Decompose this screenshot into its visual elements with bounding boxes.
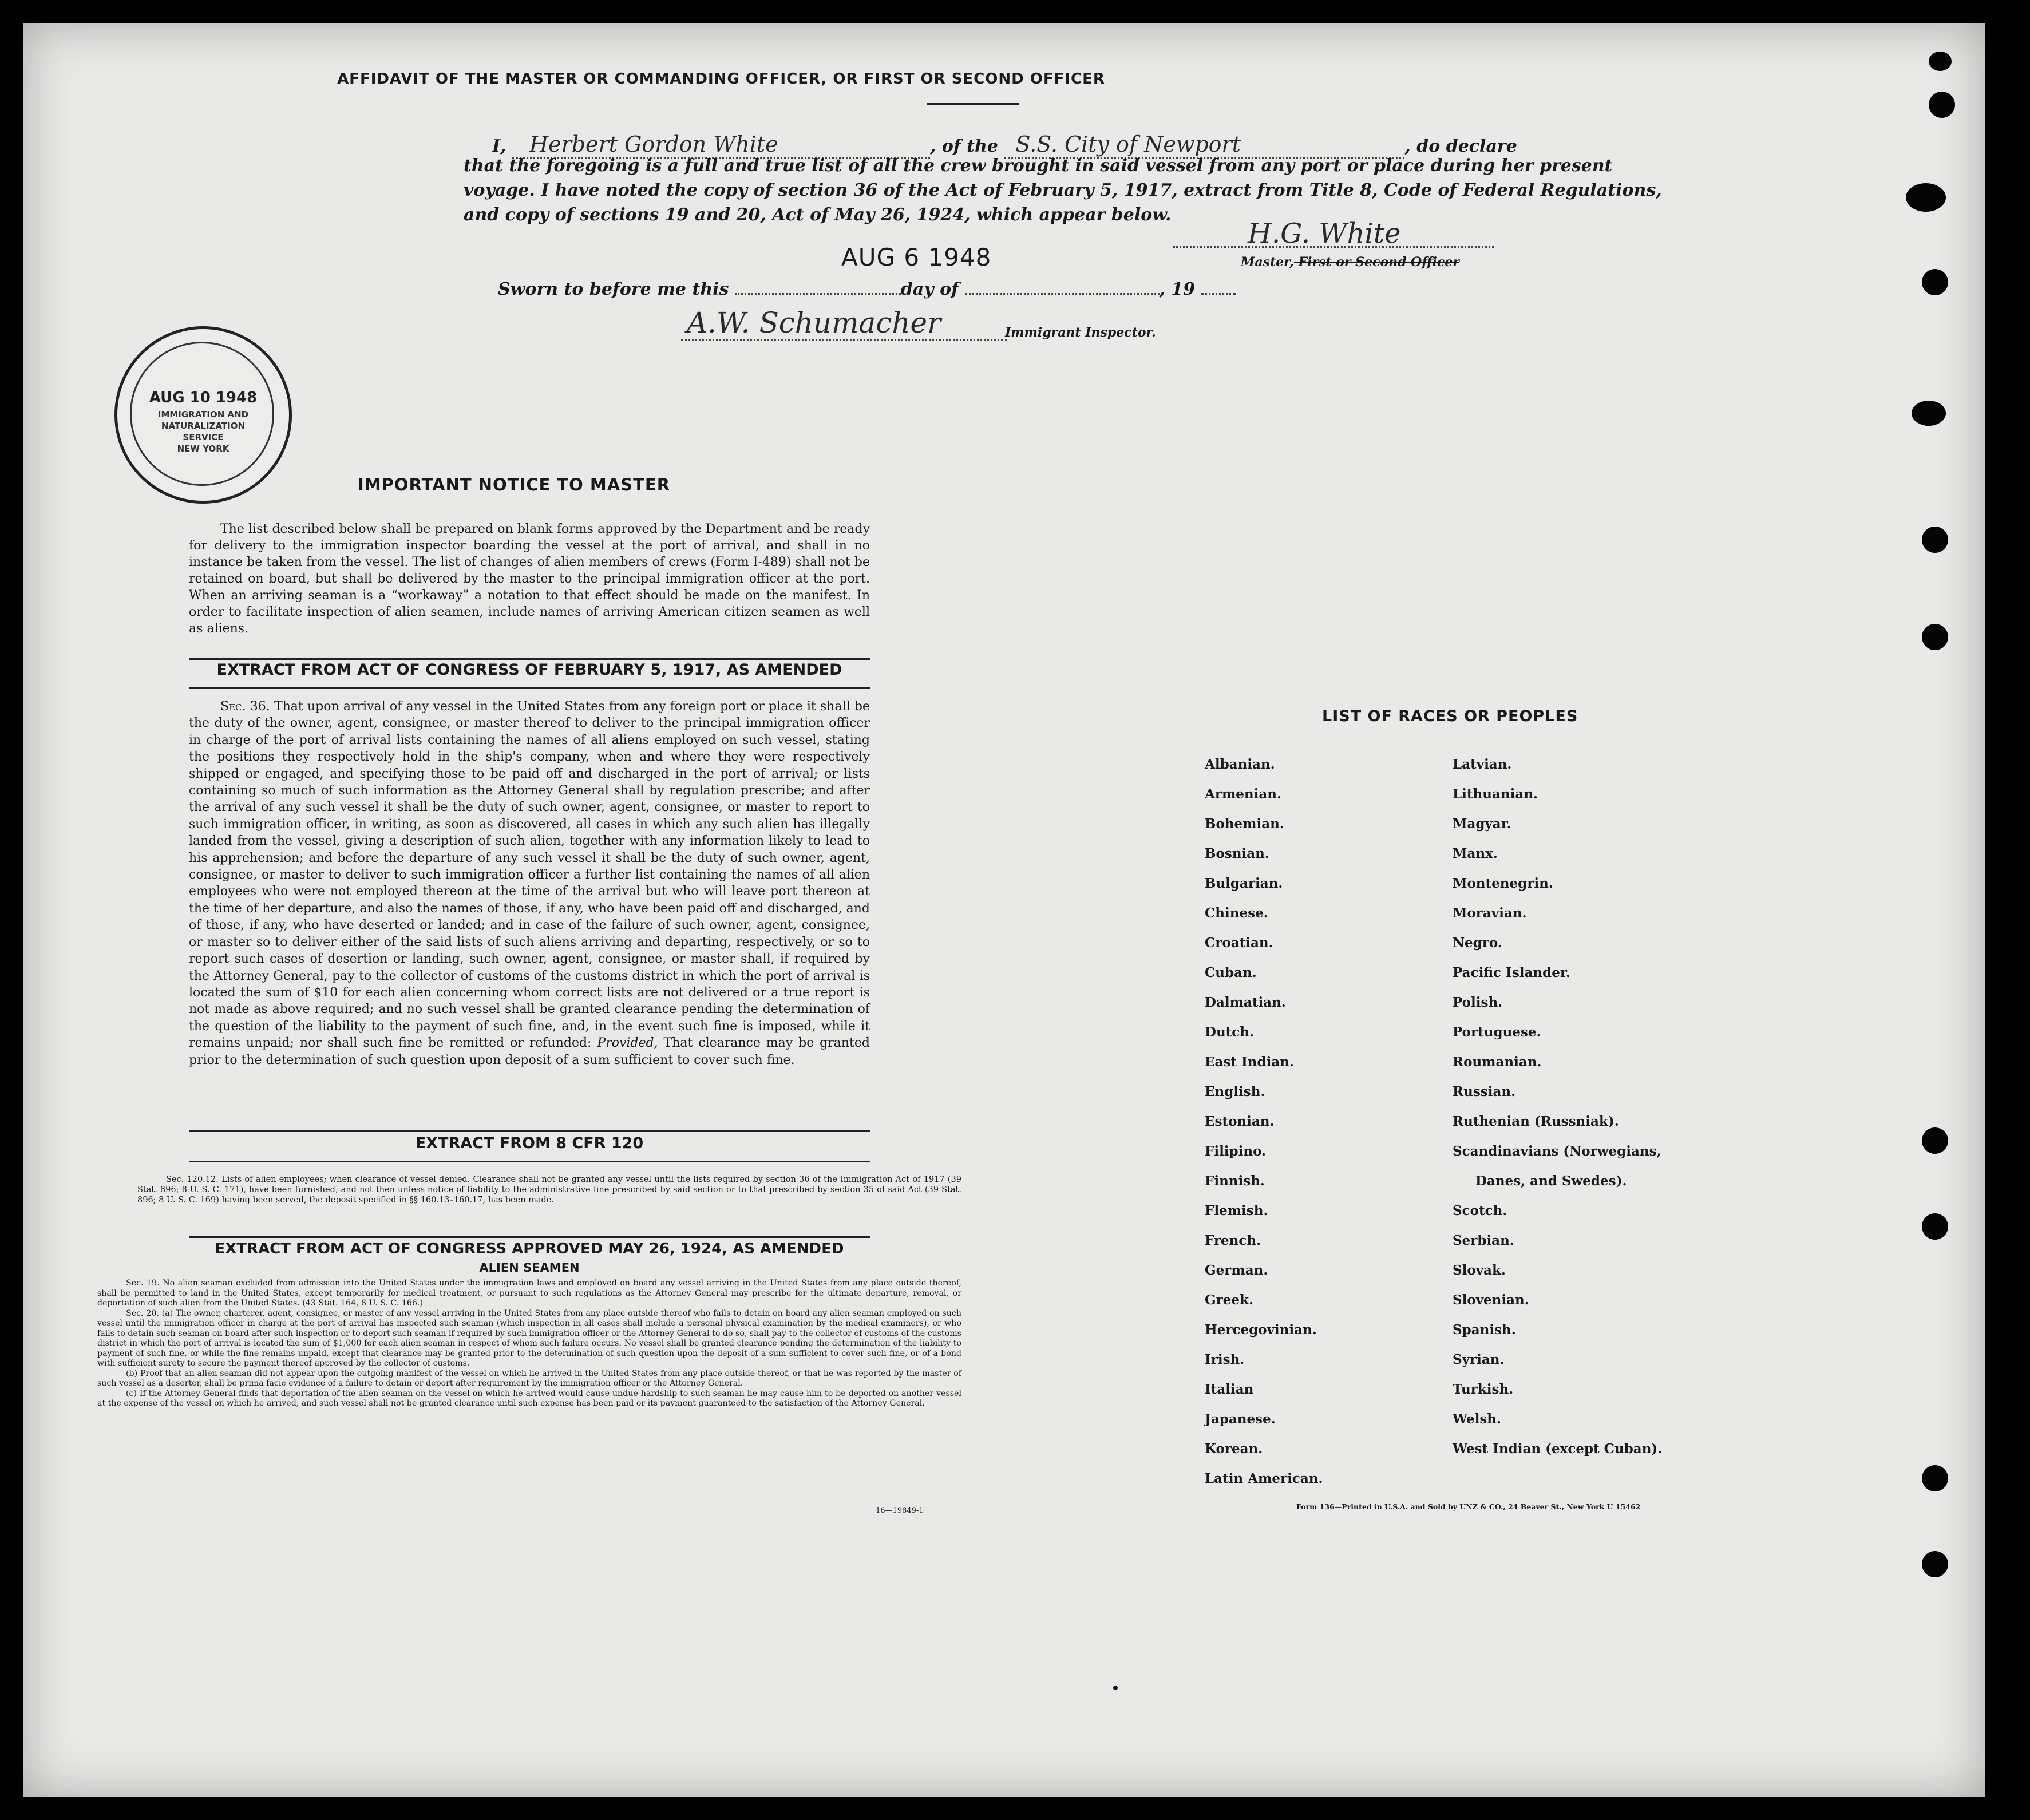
affidavit-line-2: that the foregoing is a full and true list of all the crew brought in said vessel from any port or place during her present — [464, 156, 1613, 176]
affidavit-line-1 — [492, 132, 1517, 159]
sec-19-text: Sec. 19. No alien seaman excluded from admission into the United States under the immigration laws and employed on board any vessel arriving in the United States from any place outside thereof, shall be permitted to land in the United States, except temporarily for medical treatment, or pursuant to such regulations as the Attorney General may prescribe for the ultimate departure, removal, or deportation of such alien from the United States. (43 Stat. 164, 8 U. S. C. 166.) — [97, 1279, 961, 1308]
section-rule — [189, 1161, 870, 1162]
affidavit-line-4: and copy of sections 19 and 20, Act of May 26, 1924, which appear below. — [464, 205, 1172, 225]
section-rule — [189, 687, 870, 689]
title-rule — [927, 103, 1019, 105]
master-caption — [1241, 255, 1459, 270]
sworn-day-field[interactable] — [735, 293, 901, 295]
stamp-date: AUG 10 1948 — [149, 389, 258, 406]
ink-dot — [1113, 1686, 1118, 1690]
race-item: Portuguese. — [1453, 1024, 1541, 1040]
race-item: Armenian. — [1205, 786, 1282, 802]
stamp-line-4: NEW YORK — [177, 444, 229, 454]
signature-line — [1173, 246, 1494, 248]
race-item: Negro. — [1453, 935, 1502, 951]
stamp-line-3: SERVICE — [183, 432, 224, 442]
punch-hole — [1922, 1213, 1948, 1240]
punch-hole — [1929, 52, 1952, 71]
races-column-2 — [1453, 757, 1662, 1471]
race-item: Croatian. — [1205, 935, 1273, 951]
notice-heading: IMPORTANT NOTICE TO MASTER — [358, 475, 671, 494]
punch-hole — [1922, 1551, 1948, 1577]
punch-hole — [1906, 183, 1946, 212]
race-item: Albanian. — [1205, 757, 1275, 772]
race-item: English. — [1205, 1084, 1265, 1099]
race-item: East Indian. — [1205, 1054, 1294, 1070]
master-signature: H.G. White — [1248, 217, 1401, 250]
text-do-declare: , do declare — [1404, 136, 1517, 156]
punch-hole — [1922, 1465, 1948, 1491]
race-item: Bulgarian. — [1205, 876, 1283, 891]
race-item: Dutch. — [1205, 1024, 1255, 1040]
notice-body: The list described below shall be prepared on blank forms approved by the Department and be ready for delivery to the immigration inspector boarding the vessel at the port of arrival, and shall in no instance be taken from the vessel. The list of changes of alien members of crews (Form I-489) shall not be retained on board, but shall be delivered by the master to the principal immigration officer at the port. When an arriving seaman is a “workaway” a notation to that effect should be made on the manifest. In order to facilitate inspection of alien seamen, include names of arriving American citizen seamen as well as aliens. — [189, 522, 870, 636]
races-heading: LIST OF RACES OR PEOPLES — [1322, 707, 1578, 725]
race-item: Flemish. — [1205, 1203, 1268, 1218]
race-item: Dalmatian. — [1205, 995, 1286, 1010]
race-item: German. — [1205, 1263, 1268, 1278]
race-item: Latin American. — [1205, 1471, 1323, 1486]
race-item: Polish. — [1453, 995, 1503, 1010]
sworn-line — [498, 279, 1236, 299]
race-item: Italian — [1205, 1382, 1254, 1397]
extract-1917-heading: EXTRACT FROM ACT OF CONGRESS OF FEBRUARY 5, 1917, AS AMENDED — [216, 661, 842, 679]
text-i: I, — [492, 136, 506, 156]
race-item: Filipino. — [1205, 1144, 1267, 1159]
sec-20c-text: (c) If the Attorney General finds that deportation of the alien seaman on the vessel on which he arrived would cause undue hardship to such seaman he may cause him to be deported on another vessel at the expense of the vessel on which he arrived, and such vessel shall not be granted clearance until such expense has been paid or its payment guaranteed to the satisfaction of the Attorney General. — [97, 1388, 961, 1408]
affidavit-title: AFFIDAVIT OF THE MASTER OR COMMANDING OFFICER, OR FIRST OR SECOND OFFICER — [337, 70, 1105, 88]
race-item: Cuban. — [1205, 965, 1257, 980]
race-item: Magyar. — [1453, 816, 1511, 832]
extract-cfr-heading: EXTRACT FROM 8 CFR 120 — [415, 1134, 644, 1152]
punch-hole — [1929, 92, 1955, 118]
section-rule — [189, 1130, 870, 1132]
punch-hole — [1922, 624, 1948, 650]
race-item: Pacific Islander. — [1453, 965, 1570, 980]
race-item: Korean. — [1205, 1441, 1263, 1457]
race-item: Hercegovinian. — [1205, 1322, 1317, 1338]
master-name-field[interactable]: Herbert Gordon White — [512, 132, 930, 159]
document-page — [23, 23, 1985, 1797]
race-item: Serbian. — [1453, 1233, 1514, 1248]
inspector-signature: A.W. Schumacher — [681, 306, 1007, 341]
race-item: Scotch. — [1453, 1203, 1507, 1218]
punch-hole — [1922, 527, 1948, 553]
inspector-caption: Immigrant Inspector. — [1005, 325, 1156, 340]
extract-1924-body — [97, 1279, 961, 1409]
section-36-label: Sec. 36. — [220, 699, 270, 714]
race-item: French. — [1205, 1233, 1261, 1248]
race-item: Slovenian. — [1453, 1292, 1529, 1308]
sworn-year-field[interactable] — [1201, 293, 1236, 295]
race-item: Irish. — [1205, 1352, 1245, 1367]
extract-1924-heading: EXTRACT FROM ACT OF CONGRESS APPROVED MAY 26, 1924, AS AMENDED — [215, 1240, 844, 1257]
race-item: Japanese. — [1205, 1411, 1276, 1427]
race-item: Roumanian. — [1453, 1054, 1542, 1070]
sec-20a-text: Sec. 20. (a) The owner, charterer, agent, consignee, or master of any vessel arriving in the United States from any place outside thereof who fails to detain on board any alien seaman employed on such vessel until the immigration officer in charge at the port of arrival has inspected such seaman (which inspection in all cases shall include a personal physical examination by the medical examiners), or who fails to detain such seaman on board after such inspection or to deport such seaman if required by such immigration officer or the Attorney General to do so, shall pay to the collector of customs of the customs district in which the port of arrival is located the sum of $1,000 for each alien seaman in respect of whom such failure occurs. No vessel shall be granted clearance pending the determination of the liability to payment of such fine, or while the fine remains unpaid, except that clearance may be granted prior to the determination of such question upon the deposit of a sum sufficient to cover such fine, or of a bond with sufficient surety to secure the payment thereof approved by the collector of customs. — [97, 1308, 961, 1368]
race-item: Danes, and Swedes). — [1475, 1173, 1627, 1189]
race-item: Montenegrin. — [1453, 876, 1553, 891]
punch-hole — [1922, 269, 1948, 295]
race-item: Lithuanian. — [1453, 786, 1538, 802]
race-item: Moravian. — [1453, 905, 1527, 921]
sworn-month-field[interactable] — [965, 293, 1160, 295]
race-item: Russian. — [1453, 1084, 1516, 1099]
date-stamp: AUG 6 1948 — [841, 243, 992, 271]
proviso-label: Provided, — [597, 1036, 658, 1051]
race-item: Finnish. — [1205, 1173, 1265, 1189]
race-item: West Indian (except Cuban). — [1453, 1441, 1663, 1457]
punch-hole — [1922, 1127, 1948, 1154]
proviso-text: That clearance may be granted prior to the determination of such question upon deposit of a sum sufficient to cover such fine. — [189, 1036, 870, 1067]
race-item: Bosnian. — [1205, 846, 1269, 861]
alien-seamen-subheading: ALIEN SEAMEN — [479, 1261, 580, 1275]
struck-officer-label: First or Second Officer — [1293, 255, 1459, 270]
race-item: Slovak. — [1453, 1263, 1506, 1278]
immigration-stamp — [114, 326, 292, 504]
race-item: Manx. — [1453, 846, 1498, 861]
stamp-line-1: IMMIGRATION AND — [157, 409, 249, 420]
race-item: Syrian. — [1453, 1352, 1505, 1367]
punch-hole — [1912, 401, 1946, 426]
stamp-line-2: NATURALIZATION — [161, 421, 246, 431]
printer-imprint: Form 136—Printed in U.S.A. and Sold by UNZ & CO., 24 Beaver St., New York U 15462 — [1296, 1502, 1641, 1511]
form-number: 16—19849-1 — [876, 1506, 924, 1515]
year-prefix-text: , 19 — [1159, 279, 1196, 299]
affidavit-line-3: voyage. I have noted the copy of section 36 of the Act of February 5, 1917, extract from Title 8, Code of Federal Regulations, — [464, 180, 1662, 200]
race-item: Latvian. — [1453, 757, 1512, 772]
race-item: Welsh. — [1453, 1411, 1502, 1427]
ship-name-field[interactable]: S.S. City of Newport — [1004, 132, 1404, 159]
race-item: Chinese. — [1205, 905, 1268, 921]
race-item: Scandinavians (Norwegians, — [1453, 1144, 1661, 1159]
text-of-the: , of the — [929, 136, 998, 156]
section-36-text: That upon arrival of any vessel in the United States from any foreign port or place it shall be the duty of the owner, agent, consignee, or master thereof to deliver to the principal immigration officer in charge of the port of arrival lists containing the names of all aliens employed on such vessel, stating the positions they respectively hold in the ship's company, when and where they were respectively shipped or engaged, and specifying those to be paid off and discharged in the port of arrival; or lists containing so much of such information as the Attorney General shall by regulation prescribe; and after the arrival of any such vessel it shall be the duty of such owner, agent, consignee, or master to report to such immigration officer, in writing, as soon as discovered, all cases in which any such alien has illegally landed from the vessel, giving a description of such alien, together with any information likely to lead to his apprehension; and before the departure of any such vessel it shall be the duty of such owner, agent, consignee, or master to deliver to such immigration officer a further list containing the names of all alien employees who were not employed thereon at the time of the arrival but who will leave port thereon at the time of her departure, and also the names of those, if any, who have been paid off and discharged, and of those, if any, who have deserted or landed; and in case of the failure of such owner, agent, consignee, or master so to deliver either of the said lists of such aliens arriving and departing, respectively, or so to report such cases of desertion or landing, such owner, agent, consignee, or master shall, if required by the Attorney General, pay to the collector of customs of the customs district in which the port of arrival is located the sum of $10 for each alien concerning whom correct lists are not delivered or a true report is not made as above required; and no such vessel shall be granted clearance pending the determination of the question of the liability to the payment of such fine, and, in the event such fine is imposed, while it remains unpaid; nor shall such fine be remitted or refunded: — [189, 699, 870, 1051]
section-rule — [189, 658, 870, 660]
section-rule — [189, 1236, 870, 1238]
sec-20b-text: (b) Proof that an alien seaman did not appear upon the outgoing manifest of the vessel on which he arrived in the United States from any place outside thereof, or that he was reported by the master of such vessel as a deserter, shall be prima facie evidence of a failure to detain or deport after requirement by the immigration officer or the Attorney General. — [97, 1368, 961, 1388]
sworn-text: Sworn to before me this — [498, 279, 729, 299]
day-of-text: day of — [900, 279, 959, 299]
extract-1917-body — [189, 698, 870, 1069]
race-item: Ruthenian (Russniak). — [1453, 1114, 1619, 1129]
race-item: Estonian. — [1205, 1114, 1275, 1129]
race-item: Bohemian. — [1205, 816, 1284, 832]
race-item: Greek. — [1205, 1292, 1253, 1308]
master-label: Master, — [1241, 255, 1294, 270]
race-item: Turkish. — [1453, 1382, 1514, 1397]
race-item: Spanish. — [1453, 1322, 1516, 1338]
races-column-1 — [1205, 757, 1323, 1501]
extract-cfr-body: Sec. 120.12. Lists of alien employees; when clearance of vessel denied. Clearance shall not be granted any vessel until the lists required by section 36 of the Immigration Act of 1917 (39 Stat. 896; 8 U. S. C. 171), have been furnished, and not then unless notice of liability to the administrative fine prescribed by said section or to that prescribed by section 35 of said Act (39 Stat. 896; 8 U. S. C. 169) having been served, the deposit specified in §§ 160.13–160.17, has been made. — [137, 1175, 961, 1205]
